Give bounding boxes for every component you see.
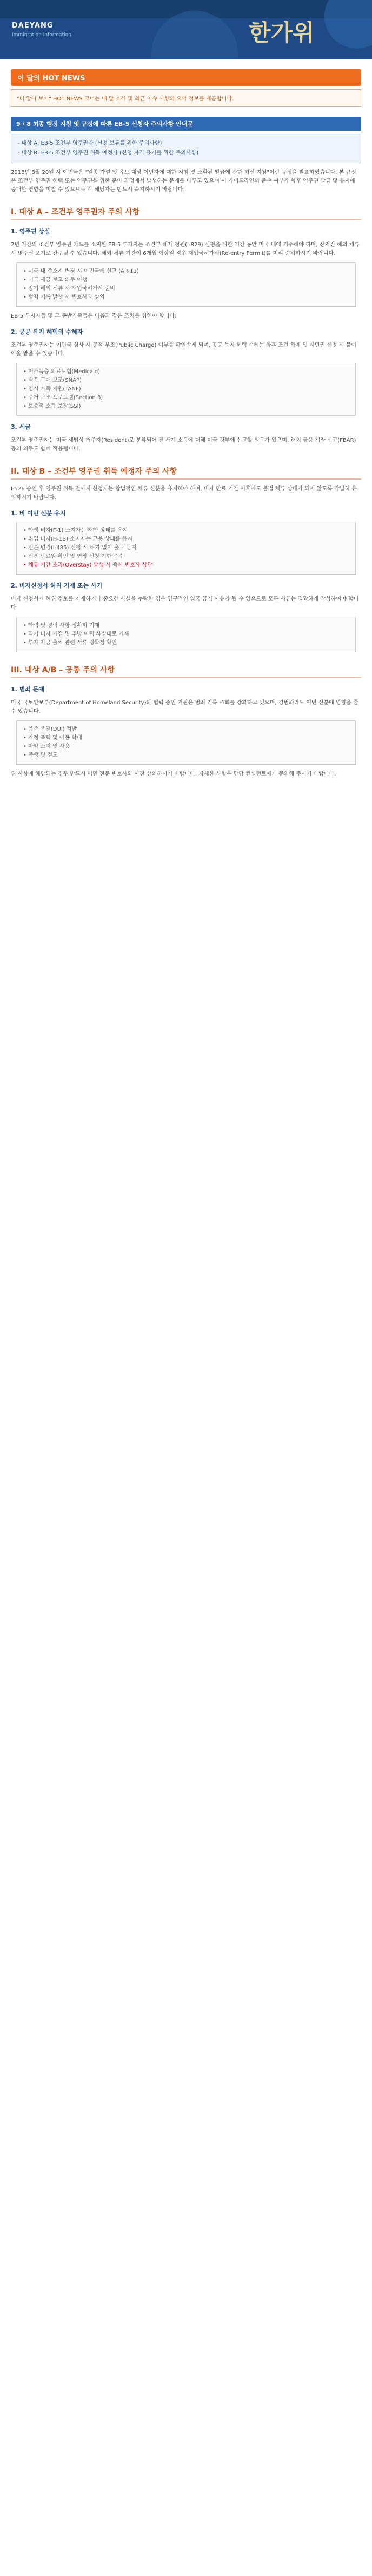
section-c-sub1: 1. 범죄 문제	[11, 686, 44, 693]
hot-news-summary: "더 알아 보기" HOT NEWS 코너는 매 달 소식 및 최근 이슈 사항의 요약 정보를 제공합니다.	[11, 89, 361, 107]
section-b-p2: 비자 신청서에 허위 정보를 기재하거나 중요한 사실을 누락한 경우 영구적인 입국 금지 사유가 될 수 있으므로 모든 서류는 정확하게 작성하여야 합니다.	[11, 596, 359, 611]
section-b-p1: I-526 승인 후 영주권 취득 전까지 신청자는 합법적인 체류 신분을 유지해야 하며, 비자 만료 기간 이후에도 불법 체류 상태가 되지 않도록 각별히 유의하시기 바랍니다.	[11, 486, 357, 501]
list-item: • 신분 만료일 확인 및 연장 신청 기한 준수	[23, 554, 124, 559]
section-b-sub1: 1. 비 이민 신분 유지	[11, 510, 66, 517]
section-a-p1: 2년 기간의 조건부 영주권 카드를 소지한 EB-5 투자자는 조건부 해제 청원(I-829) 신청을 위한 기간 동안 미국 내에 거주해야 하며, 장기간 해외 체류 시 영주권 포기로 간주될 수 있습니다. 해외 체류 기간이 6개월 이상일 경우 재입국허가서(Re-entry Permit)를 미리 준비하시기 바랍니다.	[11, 242, 360, 257]
section-a-p4: 조건부 영주권자는 미국 세법상 거주자(Resident)로 분류되어 전 세계 소득에 대해 미국 정부에 신고할 의무가 있으며, 해외 금융 계좌 신고(FBAR) 등의 의무도 함께 적용됩니다.	[11, 437, 356, 452]
section1-bar: 9 / 8 최종 행정 지침 및 규정에 따른 EB-5 신청자 주의사항 안내문	[11, 117, 361, 131]
list-item: • 신분 변경(I-485) 신청 시 허가 없이 출국 금지	[23, 545, 137, 551]
list-item: • 보충적 소득 보장(SSI)	[23, 403, 81, 409]
list-item: • 음주 운전(DUI) 적발	[23, 726, 77, 732]
target-item: - 대상 A: EB-5 조건부 영주권자 (신청 보류를 위한 주의사항)	[18, 140, 162, 146]
list-item: • 마약 소지 및 사용	[23, 744, 70, 750]
target-item: - 대상 B: EB-5 조건부 영주권 취득 예정자 (신청 자격 유지를 위한 주의사항)	[18, 150, 199, 156]
intro-paragraph: 2018년 8월 20일 시 이민국은 "일종 가설 및 유보 대상 이민자에 대한 지침 및 소환된 발급에 관한 최신 지침"이란 규정을 발표하였습니다. 본 규정은 조건부 영주권 혜택 또는 영주권을 위한 준비 과정에서 발생하는 문제를 다루고 있으며 이 가이드라인의 준수 여부가 향후 영주권 발급 및 유지에 중대한 영향을 미칠 수 있으므로 각 해당자는 반드시 숙지하시기 바랍니다.	[11, 170, 356, 193]
list-item: • 주거 보조 프로그램(Section 8)	[23, 395, 103, 401]
list-item: • 임시 가족 지원(TANF)	[23, 386, 81, 392]
section-c-box1	[16, 720, 356, 765]
list-item: • 폭행 및 절도	[23, 752, 58, 758]
list-item: • 가정 폭력 및 아동 학대	[23, 735, 82, 741]
section-c-p1: 미국 국토안보부(Department of Homeland Security)와 협력 중인 기관은 범죄 기록 조회를 강화하고 있으며, 경범죄라도 이민 신분에 영향을 줄 수 있습니다.	[11, 700, 358, 714]
list-item: • 학력 및 경력 사항 정확히 기재	[23, 623, 99, 629]
list-item: • 학생 비자(F-1) 소지자는 재학 상태를 유지	[23, 528, 128, 534]
logo-subtitle: Immigration Information	[12, 32, 71, 38]
list-item: • 미국 세금 보고 의무 이행	[23, 277, 88, 283]
logo[interactable]: DAEYANG	[12, 22, 54, 30]
list-item: • 저소득층 의료보험(Medicaid)	[23, 369, 100, 375]
list-item: • 식품 구매 보조(SNAP)	[23, 377, 82, 383]
brand-title: 한가위	[249, 19, 315, 46]
section-a-sub2: 2. 공공 복지 혜택의 수혜자	[11, 328, 83, 335]
target-list	[11, 134, 361, 163]
list-item: • 과거 비자 거절 및 추방 이력 사실대로 기재	[23, 631, 129, 637]
section-b-box2	[16, 617, 356, 652]
hot-news-title: 이 달의 HOT NEWS	[11, 69, 361, 86]
section-b-box1	[16, 522, 356, 575]
section-c-heading: III. 대상 A/B – 공통 주의 사항	[11, 664, 361, 678]
section-c-p2: 위 사항에 해당되는 경우 반드시 이민 전문 변호사와 사전 상의하시기 바랍니다. 자세한 사항은 담당 컨설턴트에게 문의해 주시기 바랍니다.	[11, 771, 336, 777]
list-item: • 장기 해외 체류 시 재입국허가서 준비	[23, 286, 115, 292]
page-header	[0, 0, 372, 59]
section-b-sub2: 2. 비자신청서 허위 기재 또는 사기	[11, 582, 103, 589]
list-item: • 범죄 기록 발생 시 변호사와 상의	[23, 294, 105, 300]
section-a-box2	[16, 363, 356, 416]
section-a-p2: EB-5 투자자들 및 그 동반가족들은 다음과 같은 조치를 취해야 합니다:	[11, 313, 177, 319]
section-a-heading: I. 대상 A – 조건부 영주권자 주의 사항	[11, 206, 361, 220]
section-a-sub3: 3. 세금	[11, 423, 31, 430]
list-item: • 체류 기간 초과(Overstay) 발생 시 즉시 변호사 상담	[23, 562, 152, 568]
section-a-sub1: 1. 영주권 상실	[11, 228, 50, 235]
list-item: • 미국 내 주소지 변경 시 이민국에 신고 (AR-11)	[23, 268, 139, 274]
decor-circle	[324, 0, 372, 49]
list-item: • 투자 자금 출처 관련 서류 정확성 확인	[23, 640, 117, 646]
section-b-heading: II. 대상 B – 조건부 영주권 취득 예정자 주의 사항	[11, 466, 361, 480]
section-a-p3: 조건부 영주권자는 이민국 심사 시 공적 부조(Public Charge) 여부를 확인받게 되며, 공공 복지 혜택 수혜는 향후 조건 해제 및 시민권 신청 시 불이익을 받을 수 있습니다.	[11, 342, 357, 357]
section-a-box1	[16, 262, 356, 307]
list-item: • 취업 비자(H-1B) 소지자는 고용 상태를 유지	[23, 536, 133, 542]
